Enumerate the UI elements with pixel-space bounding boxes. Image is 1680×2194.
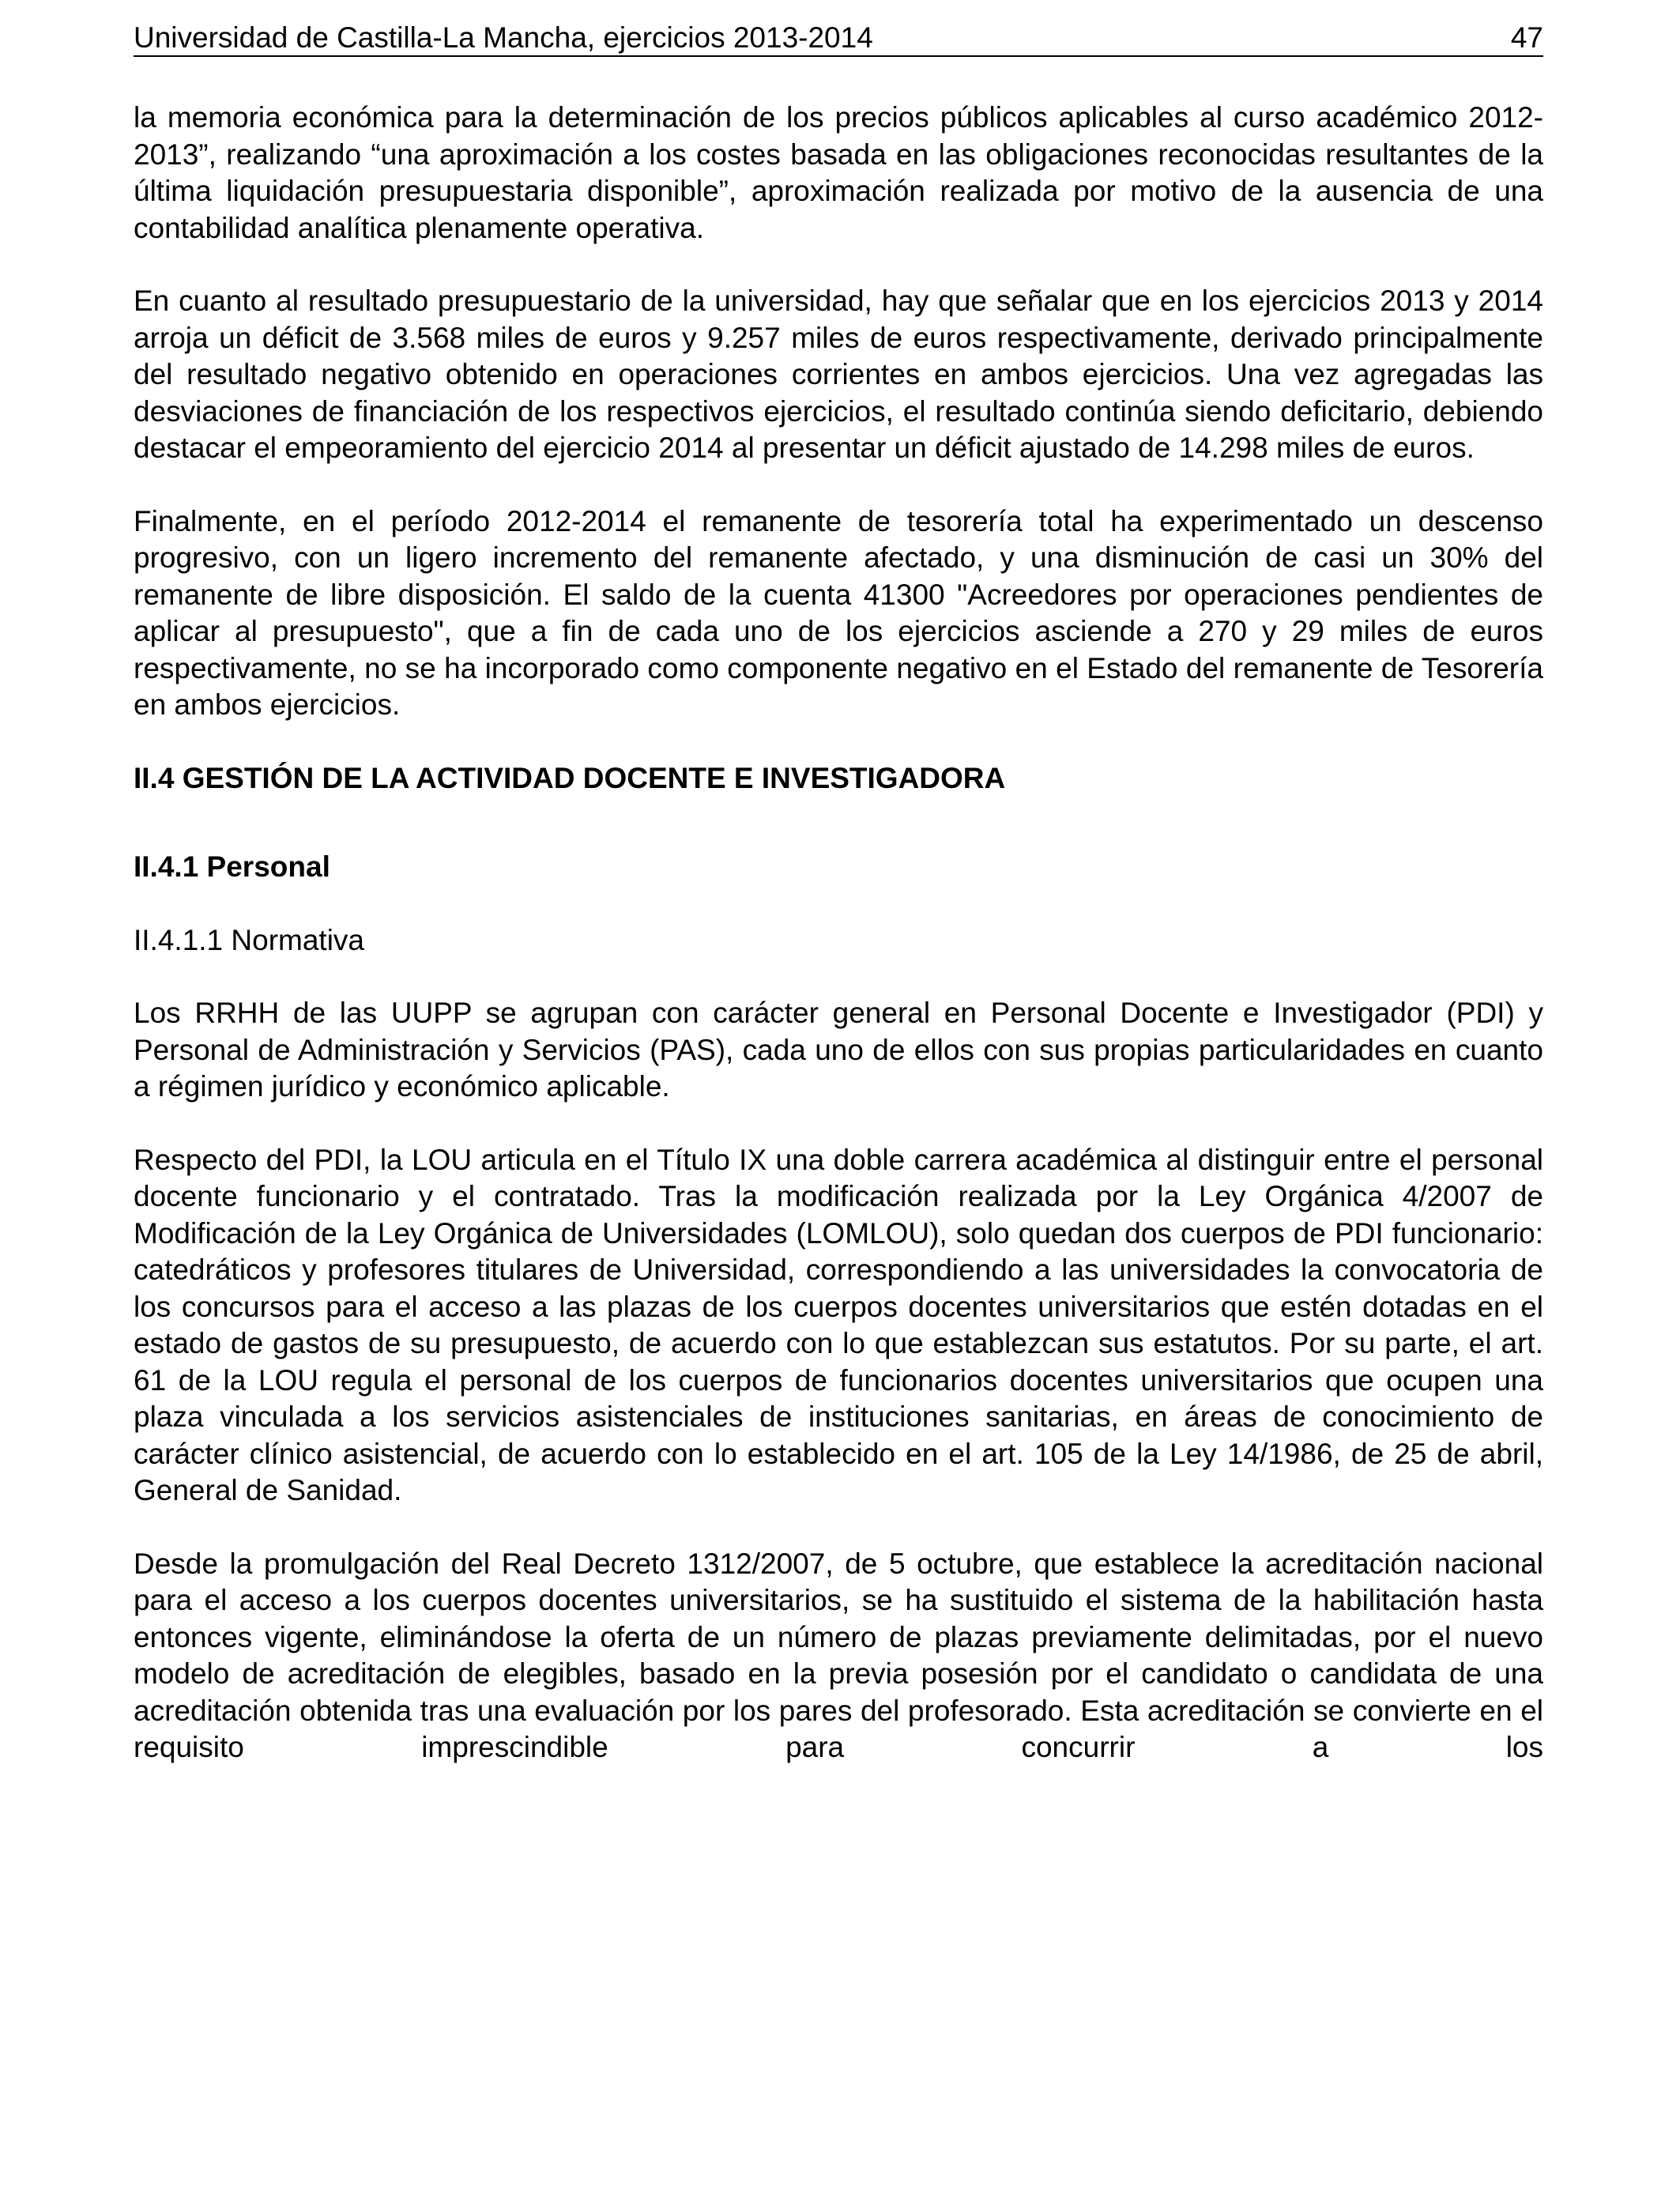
page-header	[134, 21, 1543, 57]
subsubsection-heading: II.4.1.1 Normativa	[134, 923, 365, 956]
header-title: Universidad de Castilla-La Mancha, ejercicios 2013-2014	[134, 21, 873, 54]
paragraph-memoria-economica: la memoria económica para la determinación de los precios públicos aplicables al curso académico 2012-2013”, realizando “una aproximación a los costes basada en las obligaciones reconocidas resultantes de la última liquidación presupuestaria disponible”, aproximación realizada por motivo de la ausencia de una contabilidad analítica plenamente operativa.	[134, 101, 1543, 244]
document-body	[134, 100, 1543, 1766]
paragraph-rrhh: Los RRHH de las UUPP se agrupan con carácter general en Personal Docente e Investigador (PDI) y Personal de Administración y Servicios (PAS), cada uno de ellos con sus propias particularidades en cuanto a régimen jurídico y económico aplicable.	[134, 997, 1543, 1103]
subsection-heading: II.4.1 Personal	[134, 850, 330, 883]
paragraph-remanente-tesoreria: Finalmente, en el período 2012-2014 el remanente de tesorería total ha experimentado un descenso progresivo, con un ligero incremento del remanente afectado, y una disminución de casi un 30% del remanente de libre disposición. El saldo de la cuenta 41300 "Acreedores por operaciones pendientes de aplicar al presupuesto", que a fin de cada uno de los ejercicios asciende a 270 y 29 miles de euros respectivamente, no se ha incorporado como componente negativo en el Estado del remanente de Tesorería en ambos ejercicios.	[134, 504, 1543, 721]
paragraph-acreditacion: Desde la promulgación del Real Decreto 1312/2007, de 5 octubre, que establece la acreditación nacional para el acceso a los cuerpos docentes universitarios, se ha sustituido el sistema de la habilitación hasta entonces vigente, eliminándose la oferta de un número de plazas previamente delimitadas, por el nuevo modelo de acreditación de elegibles, basado en la previa posesión por el candidato o candidata de una acreditación obtenida tras una evaluación por los pares del profesorado. Esta acreditación se convierte en el requisito imprescindible para concurrir a los	[134, 1547, 1543, 1763]
paragraph-pdi: Respecto del PDI, la LOU articula en el Título IX una doble carrera académica al distinguir entre el personal docente funcionario y el contratado. Tras la modificación realizada por la Ley Orgánica 4/2007 de Modificación de la Ley Orgánica de Universidades (LOMLOU), solo quedan dos cuerpos de PDI funcionario: catedráticos y profesores titulares de Universidad, correspondiendo a las universidades la convocatoria de los concursos para el acceso a las plazas de los cuerpos docentes universitarios que estén dotadas en el estado de gastos de su presupuesto, de acuerdo con lo que establezcan sus estatutos. Por su parte, el art. 61 de la LOU regula el personal de los cuerpos de funcionarios docentes universitarios que ocupen una plaza vinculada a los servicios asistenciales de instituciones sanitarias, en áreas de conocimiento de carácter clínico asistencial, de acuerdo con lo establecido en el art. 105 de la Ley 14/1986, de 25 de abril, General de Sanidad.	[134, 1143, 1543, 1506]
page-number: 47	[1510, 21, 1543, 54]
paragraph-resultado-presupuestario: En cuanto al resultado presupuestario de la universidad, hay que señalar que en los ejercicios 2013 y 2014 arroja un déficit de 3.568 miles de euros y 9.257 miles de euros respectivamente, derivado principalmente del resultado negativo obtenido en operaciones corrientes en ambos ejercicios. Una vez agregadas las desviaciones de financiación de los respectivos ejercicios, el resultado continúa siendo deficitario, debiendo destacar el empeoramiento del ejercicio 2014 al presentar un déficit ajustado de 14.298 miles de euros.	[134, 285, 1543, 464]
section-heading: II.4 GESTIÓN DE LA ACTIVIDAD DOCENTE E INVESTIGADORA	[134, 761, 1006, 794]
